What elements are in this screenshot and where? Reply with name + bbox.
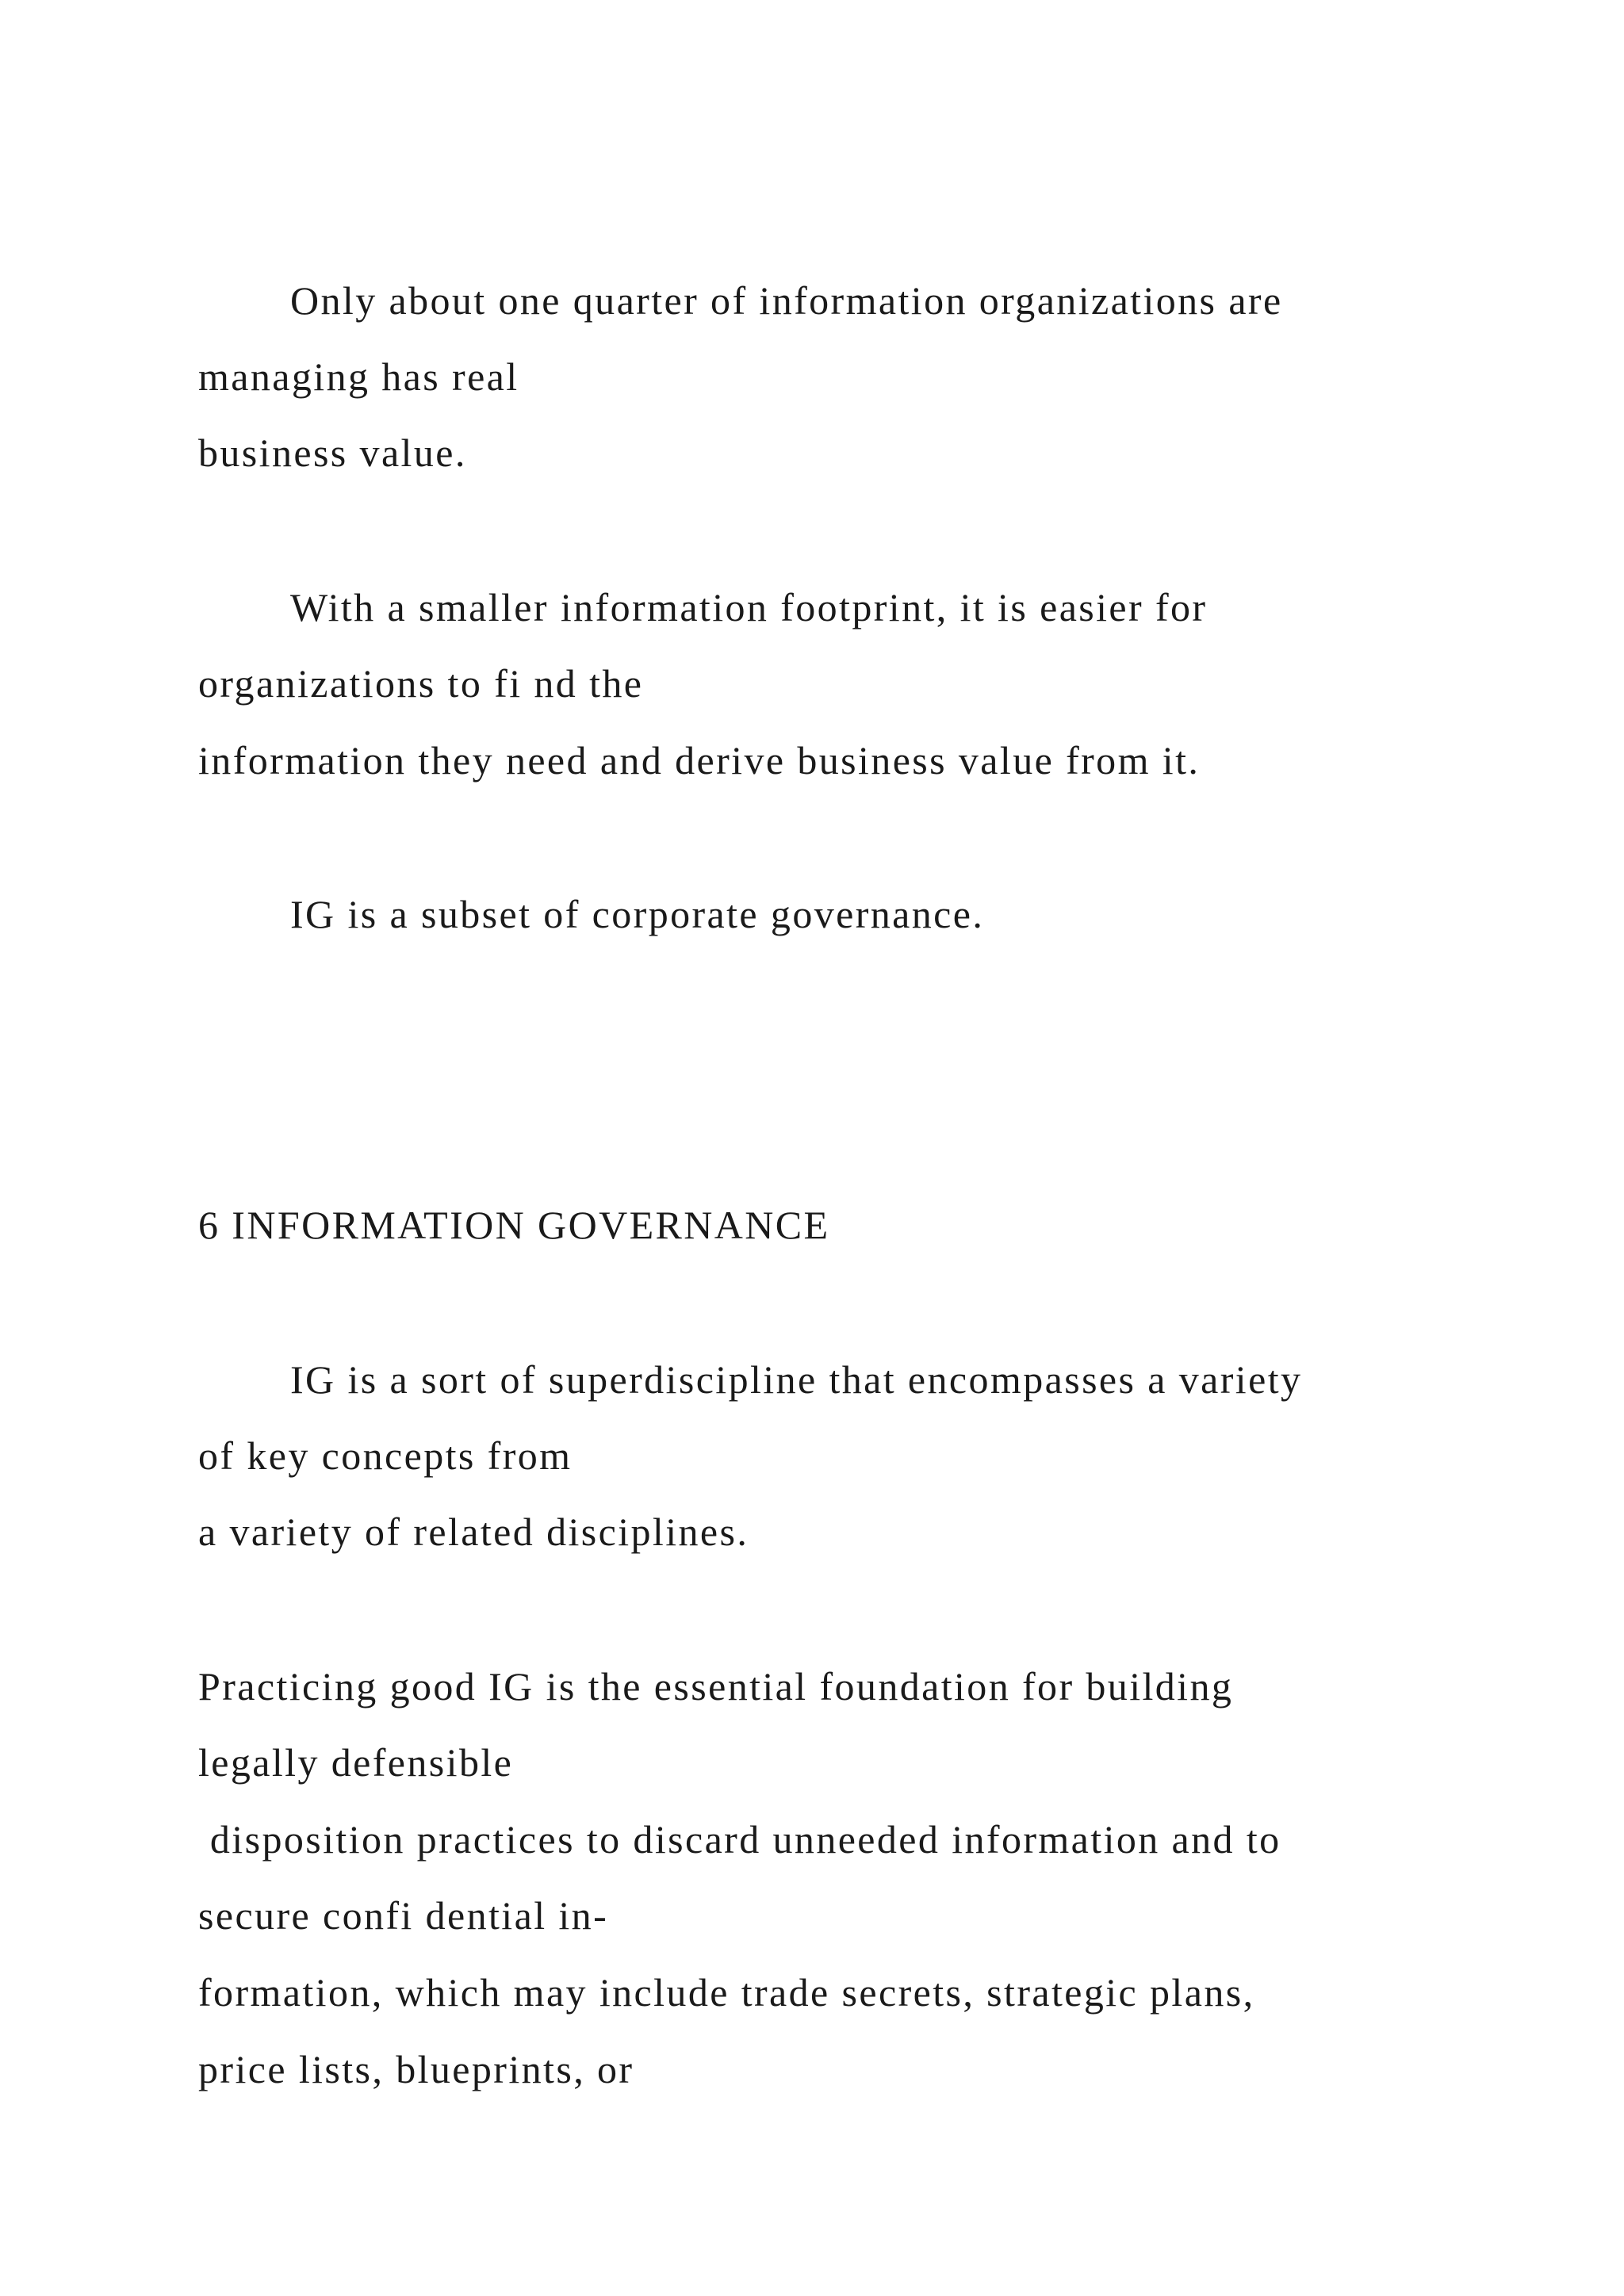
paragraph-1-line-3: business value. xyxy=(198,430,467,475)
paragraph-5-line-1: Practicing good IG is the essential foundation for building xyxy=(198,1664,1234,1709)
paragraph-1-line-2: managing has real xyxy=(198,354,519,399)
paragraph-3-line-1: IG is a subset of corporate governance. xyxy=(290,892,985,936)
paragraph-2-line-3: information they need and derive business value from it. xyxy=(198,738,1201,783)
paragraph-2-line-2: organizations to fi nd the xyxy=(198,661,644,706)
paragraph-4-line-2: of key concepts from xyxy=(198,1433,573,1478)
paragraph-5-line-4: secure confi dential in- xyxy=(198,1893,609,1938)
paragraph-5-line-3: disposition practices to discard unneeded information and to xyxy=(198,1817,1281,1862)
paragraph-4-line-3: a variety of related disciplines. xyxy=(198,1510,749,1554)
paragraph-5-line-2: legally defensible xyxy=(198,1740,514,1785)
paragraph-4-line-1: IG is a sort of superdiscipline that encompasses a variety xyxy=(290,1357,1303,1402)
paragraph-5-line-6: price lists, blueprints, or xyxy=(198,2047,634,2091)
section-heading: 6 INFORMATION GOVERNANCE xyxy=(198,1203,830,1247)
paragraph-2-line-1: With a smaller information footprint, it is easier for xyxy=(290,585,1208,629)
paragraph-1-line-1: Only about one quarter of information organizations are xyxy=(290,278,1283,323)
paragraph-5-line-5: formation, which may include trade secrets, strategic plans, xyxy=(198,1970,1255,2015)
